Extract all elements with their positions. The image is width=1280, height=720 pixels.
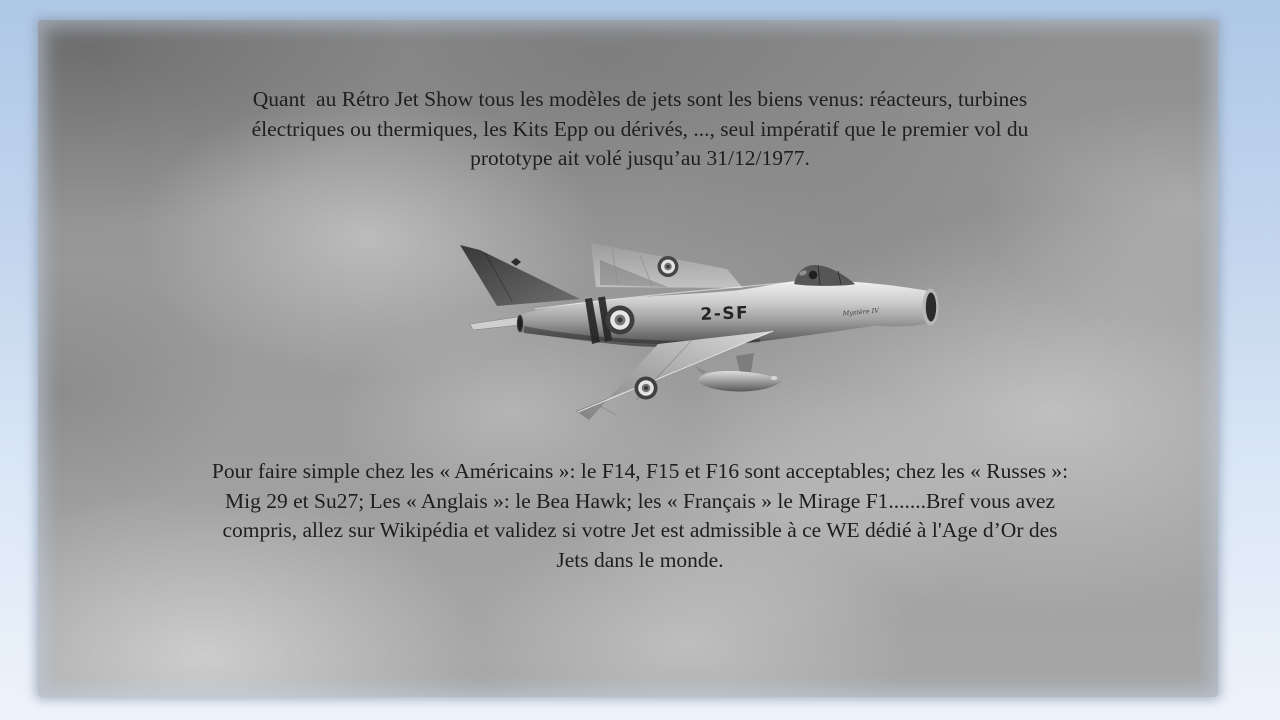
jet-canopy <box>794 265 855 286</box>
bottom-paragraph <box>0 457 1280 575</box>
jet-script-text: Mystère IV <box>842 306 880 318</box>
top-paragraph <box>0 85 1280 174</box>
fin-emblem-icon <box>511 258 521 266</box>
jet-far-wing <box>591 243 743 288</box>
paragraph-line: compris, allez sur Wikipédia et validez si votre Jet est admissible à ce WE dédié à l'Age d’Or des <box>222 518 1058 542</box>
paragraph-line: Quant au Rétro Jet Show tous les modèles de jets sont les biens venus: réacteurs, turbines <box>252 87 1028 111</box>
near-wing-roundel-icon <box>635 377 658 400</box>
paragraph-line: prototype ait volé jusqu’au 31/12/1977. <box>470 146 810 170</box>
jet-image <box>440 230 950 435</box>
jet-tail-fin <box>460 245 580 306</box>
paragraph-line: Jets dans le monde. <box>556 547 724 572</box>
jet-code-text: 2-SF <box>700 303 750 325</box>
paragraph-line: Mig 29 et Su27; Les « Anglais »: le Bea Hawk; les « Français » le Mirage F1.......Bref vous avez <box>225 488 1055 513</box>
far-wing-roundel-icon <box>658 256 679 277</box>
jet-nose-intake <box>923 289 939 326</box>
paragraph-line: électriques ou thermiques, les Kits Epp ou dérivés, ..., seul impératif que le premier vol du <box>251 116 1029 141</box>
paragraph-line: Pour faire simple chez les « Américains »: le F14, F15 et F16 sont acceptables; chez les « Russes »: <box>211 459 1069 483</box>
fuselage-roundel-icon <box>606 306 635 335</box>
jet-drop-tank <box>695 353 782 392</box>
pilot-head <box>809 271 817 279</box>
